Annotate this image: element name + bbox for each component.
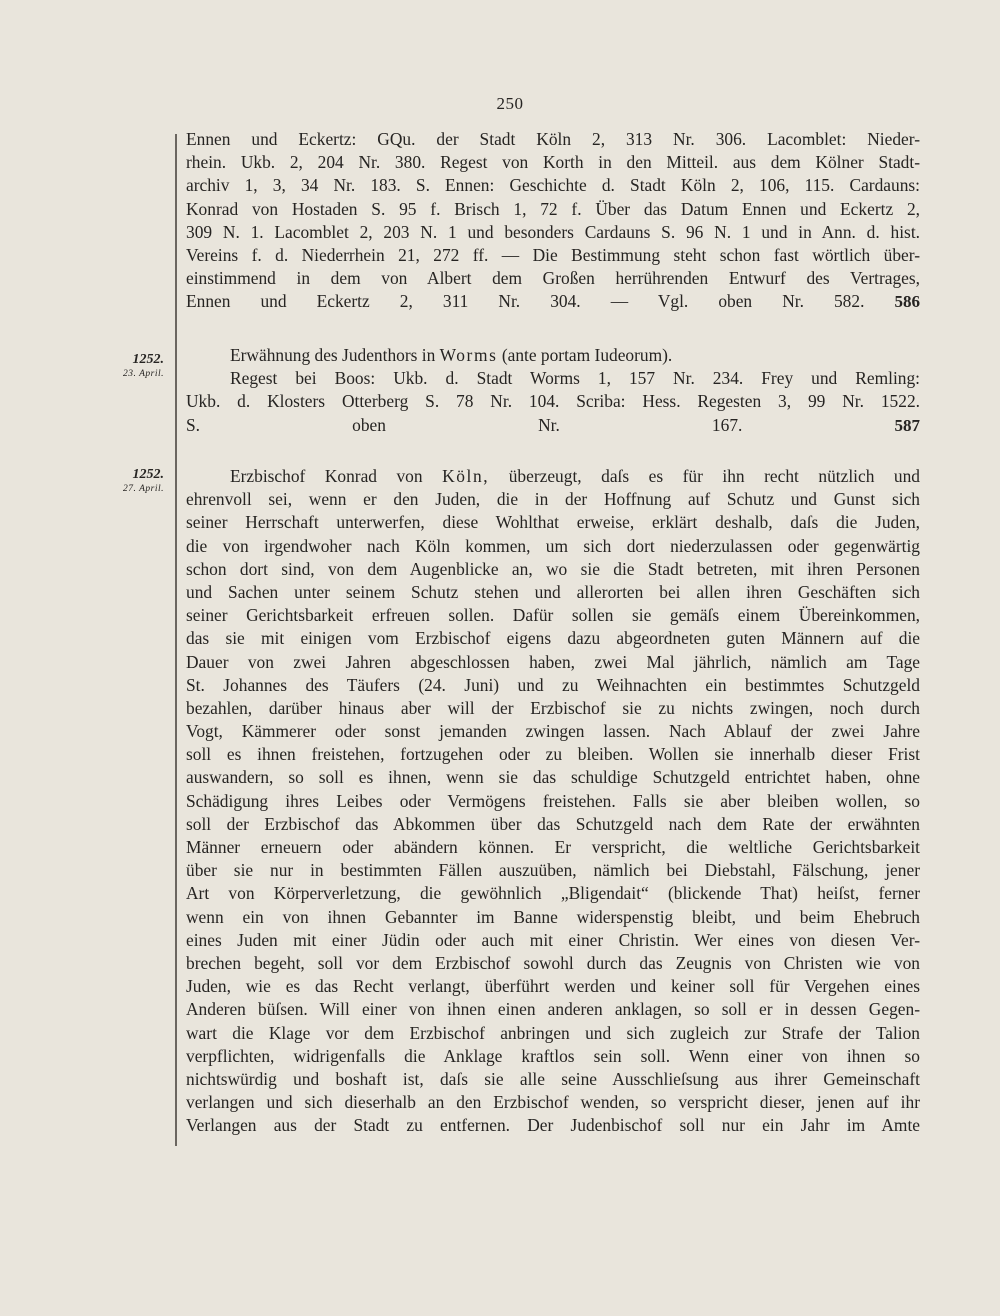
text-line: 309 N. 1. Lacomblet 2, 203 N. 1 und besonders Cardauns S. 96 N. 1 und in Ann. d. hist. <box>186 221 920 242</box>
body-text: Erzbischof Konrad von <box>230 466 423 486</box>
text-line: nichtswürdig und boshaft ist, daſs sie alle seine Ausschlieſsung aus ihrer Gemeinschaft <box>186 1068 920 1089</box>
text-line: Ennen und Eckertz: GQu. der Stadt Köln 2, 313 Nr. 306. Lacomblet: Nieder- <box>186 129 920 149</box>
text-line: Vereins f. d. Niederrhein 21, 272 ff. — Die Bestimmung steht schon fast wörtlich über- <box>186 244 920 265</box>
heading-text: (ante portam Iudeorum). <box>501 345 673 365</box>
text-line-last <box>186 290 920 313</box>
text-line: wenn ein von ihnen Gebannter im Banne widerspenstig bleibt, und beim Ehebruch <box>186 906 920 927</box>
text-line: die von irgendwoher nach Köln kommen, um sich dort niederzulassen oder gegenwärtig <box>186 535 920 556</box>
body-text: überzeugt, daſs es für ihn recht nützlich und <box>508 466 920 486</box>
text-line: Verlangen aus der Stadt zu entfernen. Der Judenbischof soll nur ein Jahr im Amte <box>186 1115 920 1136</box>
text-line: und Sachen unter seinem Schutz stehen und allerorten bei allen ihren Geschäften sich <box>186 581 920 602</box>
text-line: Schädigung ihres Leibes oder Vermögens freistehen. Falls sie aber bleiben wollen, so <box>186 790 920 811</box>
text-line: soll es ihnen freistehen, fortzugehen oder zu bleiben. Wollen sie innerhalb dieser Frist <box>186 744 920 765</box>
text-line: das sie mit einigen vom Erzbischof eigens dazu abgeordneten guten Männern auf die <box>186 628 920 649</box>
margin-date: 27. April. <box>123 484 164 494</box>
text-line: ehrenvoll sei, wenn er den Juden, die in der Hoffnung auf Schutz und Gunst sich <box>186 489 920 510</box>
text-line: schon dort sind, von dem Augenblicke an, wo sie die Stadt betreten, mit ihren Personen <box>186 558 920 579</box>
text-line: Juden, wie es das Recht verlangt, überführt werden und keiner soll für Vergehen eines <box>186 976 920 997</box>
text-line: einstimmend in dem von Albert dem Großen herrührenden Entwurf des Vertrages, <box>186 268 920 289</box>
text-line-end: S. oben Nr. 167. <box>186 414 743 435</box>
document-number: 587 <box>894 415 920 435</box>
text-line: wart die Klage vor dem Erzbischof anbringen und sich zugleich zur Strafe der Talion <box>186 1022 920 1043</box>
margin-rule <box>175 134 177 1146</box>
entry-587 <box>186 344 920 437</box>
page-number: 250 <box>496 94 524 113</box>
text-line: soll der Erzbischof das Abkommen über das Schutzgeld nach dem Rate der erwähnten <box>186 813 920 834</box>
text-line: Dauer von zwei Jahren abgeschlossen haben, zwei Mal jährlich, nämlich am Tage <box>186 651 920 672</box>
text-line: Konrad von Hostaden S. 95 f. Brisch 1, 72 f. Über das Datum Ennen und Eckertz 2, <box>186 198 920 219</box>
body-place: Köln, <box>442 466 490 486</box>
text-line-last <box>186 414 920 437</box>
heading-text: Erwähnung des Judenthors in <box>230 345 436 365</box>
text-line: seiner Herrschaft unterwerfen, diese Wohlthat erweise, erklärt deshalb, daſs die Juden, <box>186 512 920 533</box>
entry-body <box>186 488 920 1137</box>
margin-year: 1252. <box>132 467 164 482</box>
text-line: St. Johannes des Täufers (24. Juni) und zu Weihnachten ein bestimmtes Schutzgeld <box>186 674 920 695</box>
text-line: Art von Körperverletzung, die gewöhnlich „Bligendait“ (blickende That) heiſst, ferner <box>186 883 920 904</box>
entry-first-line <box>186 465 920 488</box>
text-line: Ukb. d. Klosters Otterberg S. 78 Nr. 104. Scriba: Hess. Regesten 3, 99 Nr. 1522. <box>186 391 920 412</box>
text-line: über sie nur in bestimmten Fällen auszuüben, nämlich bei Diebstahl, Fälschung, jener <box>186 860 920 881</box>
entry-heading <box>186 344 920 367</box>
text-line: Vogt, Kämmerer oder sonst jemanden zwingen lassen. Nach Ablauf der zwei Jahre <box>186 721 920 742</box>
text-line: archiv 1, 3, 34 Nr. 183. S. Ennen: Geschichte d. Stadt Köln 2, 106, 115. Cardauns: <box>186 175 920 196</box>
text-line: bezahlen, darüber hinaus aber will der Erzbischof sie zu nichts zwingen, noch durch <box>186 697 920 718</box>
text-line: verlangen und sich dieserhalb an den Erzbischof wenden, so verspricht dieser, jenen auf ihr <box>186 1092 920 1113</box>
text-line: Männer erneuern oder abändern können. Er verspricht, die weltliche Gerichtsbarkeit <box>186 837 920 857</box>
text-line-end: Ennen und Eckertz 2, 311 Nr. 304. — Vgl. oben Nr. 582. <box>186 291 865 312</box>
margin-date-note <box>100 352 164 380</box>
text-line: verpflichten, widrigenfalls die Anklage kraftlos sein soll. Wenn einer von ihnen so <box>186 1045 920 1066</box>
text-line: eines Juden mit einer Jüdin oder auch mit einer Christin. Wer eines von diesen Ver- <box>186 929 920 950</box>
entry-586 <box>186 128 920 314</box>
document-number: 586 <box>894 292 920 312</box>
text-line: seiner Gerichtsbarkeit erfreuen sollen. Dafür sollen sie gemäſs einem Übereinkommen, <box>186 605 920 626</box>
text-line: Anderen büſsen. Will einer von ihnen einen anderen anklagen, so soll er in dessen Gegen- <box>186 999 920 1020</box>
entry-588 <box>186 465 920 1137</box>
heading-place: Worms <box>439 345 498 365</box>
margin-date-note <box>100 467 164 495</box>
text-line: Regest bei Boos: Ukb. d. Stadt Worms 1, 157 Nr. 234. Frey und Remling: <box>230 368 920 389</box>
margin-date: 23. April. <box>123 369 164 379</box>
text-line: auswandern, so soll es ihnen, wenn sie das schuldige Schutzgeld entrichtet haben, ohne <box>186 767 920 788</box>
text-line: brechen begeht, soll vor dem Erzbischof sowohl durch das Zeugnis von Christen wie von <box>186 952 920 973</box>
text-line: rhein. Ukb. 2, 204 Nr. 380. Regest von Korth in den Mitteil. aus dem Kölner Stadt- <box>186 152 920 173</box>
margin-year: 1252. <box>132 352 164 367</box>
